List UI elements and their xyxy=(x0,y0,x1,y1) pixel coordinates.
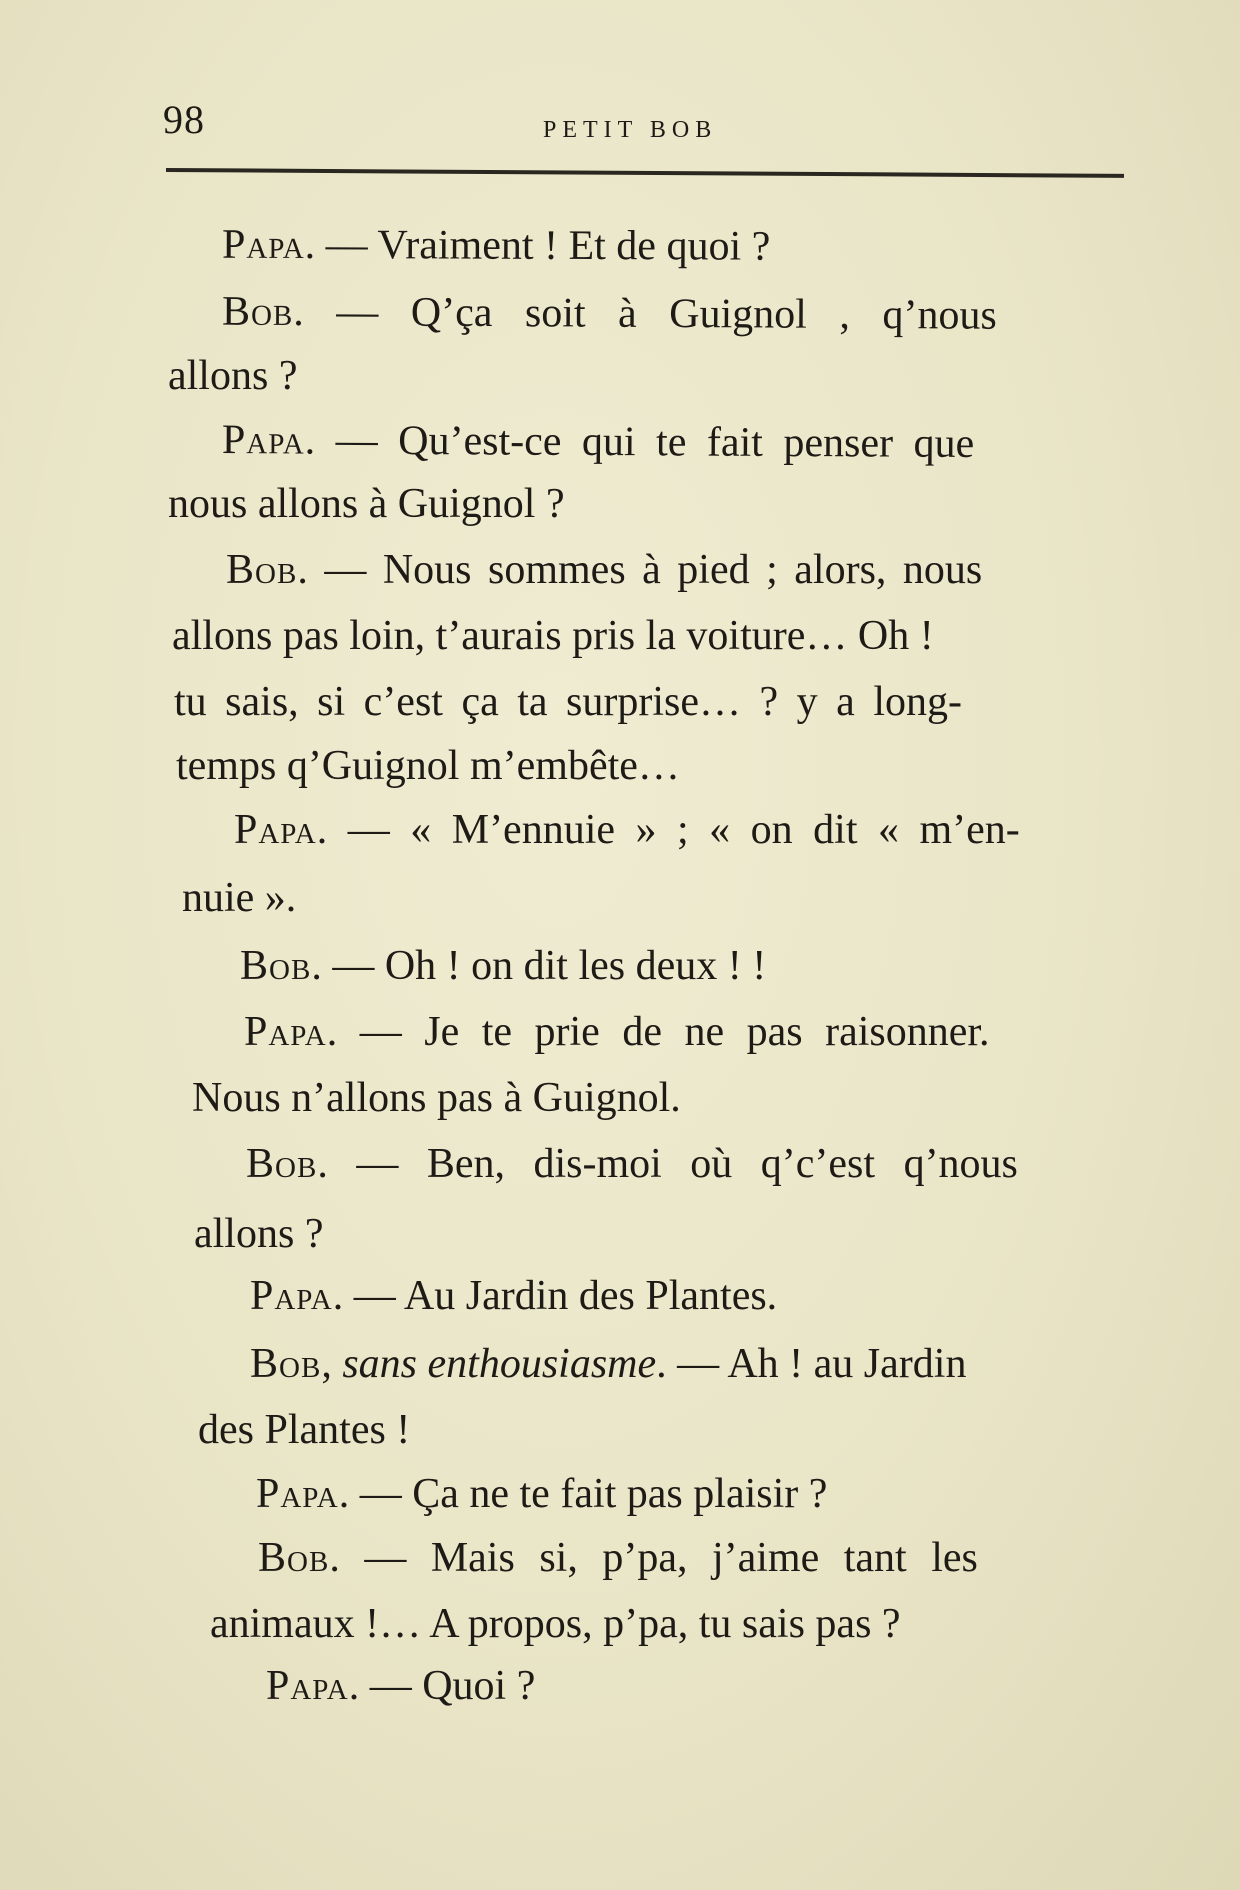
dialogue-line xyxy=(176,742,680,790)
line-text: Nous n’allons pas à Guignol. xyxy=(192,1075,681,1121)
speaker-name: Papa xyxy=(244,1009,327,1055)
line-text: allons ? xyxy=(168,353,298,399)
dialogue-line xyxy=(246,1140,1018,1188)
speaker-name: Bob xyxy=(226,547,298,593)
speaker-name: Bob xyxy=(258,1535,330,1581)
line-text: . — Je te prie de ne pas raisonner. xyxy=(326,1009,990,1055)
speaker-name: Bob xyxy=(246,1141,318,1187)
dialogue-line xyxy=(222,288,1132,341)
dialogue-line xyxy=(258,1534,978,1582)
dialogue-line xyxy=(172,612,934,660)
dialogue-line xyxy=(174,678,962,726)
speaker-name: Papa xyxy=(256,1471,339,1517)
dialogue-line xyxy=(222,416,974,468)
line-text: tu sais, si c’est ça ta surprise… ? y a long- xyxy=(174,679,962,725)
dialogue-line xyxy=(240,942,766,990)
line-text: . — Qu’est-ce qui te fait penser que xyxy=(304,417,975,467)
speaker-name: Papa xyxy=(234,807,317,853)
speaker-name: Bob xyxy=(250,1341,322,1387)
line-text: . — Q’ça soit à Guignol , q’nous xyxy=(293,288,997,339)
speaker-name: Bob xyxy=(221,288,294,335)
dialogue-line xyxy=(210,1600,901,1648)
speaker-name: Papa xyxy=(250,1273,333,1319)
speaker-name: Papa xyxy=(221,417,305,464)
page-number: 98 xyxy=(163,97,205,142)
line-text: animaux !… A propos, p’pa, tu sais pas ? xyxy=(210,1601,901,1647)
stage-direction: sans enthousiasme xyxy=(342,1341,657,1387)
line-text: . — Quoi ? xyxy=(348,1663,536,1709)
dialogue-line xyxy=(194,1210,323,1258)
line-text: . — Ça ne te fait pas plaisir ? xyxy=(338,1471,828,1517)
line-text: allons ? xyxy=(194,1211,324,1257)
speaker-name: Bob xyxy=(240,943,312,989)
line-text: . — Vraiment ! Et de quoi ? xyxy=(304,222,771,270)
line-text: . — Nous sommes à pied ; alors, nous xyxy=(297,547,983,593)
line-text: . — Oh ! on dit les deux ! ! xyxy=(311,943,767,989)
dialogue-line xyxy=(244,1008,990,1056)
dialogue-line xyxy=(222,221,958,272)
speaker-name: Papa xyxy=(266,1663,349,1709)
dialogue-line xyxy=(234,806,1020,854)
dialogue-line xyxy=(198,1406,410,1454)
line-text: . — Au Jardin des Plantes. xyxy=(332,1273,778,1319)
line-text: allons pas loin, t’aurais pris la voiture… Oh ! xyxy=(172,613,934,659)
line-text: des Plantes ! xyxy=(198,1407,411,1453)
line-text: temps q’Guignol m’embête… xyxy=(176,743,680,789)
line-text: nous allons à Guignol ? xyxy=(168,481,565,527)
line-text: , xyxy=(321,1341,343,1387)
dialogue-line xyxy=(266,1662,535,1710)
line-text: . — Ah ! au Jardin xyxy=(656,1341,967,1387)
dialogue-line xyxy=(168,352,297,400)
line-text: . — « M’ennuie » ; « on dit « m’en- xyxy=(316,807,1020,853)
dialogue-line xyxy=(250,1340,966,1388)
line-text: . — Ben, dis-moi où q’c’est q’nous xyxy=(317,1141,1018,1187)
dialogue-line xyxy=(192,1074,681,1122)
dialogue-line xyxy=(182,874,296,922)
dialogue-line xyxy=(256,1470,827,1518)
dialogue-line xyxy=(250,1272,777,1320)
line-text: . — Mais si, p’pa, j’aime tant les xyxy=(329,1535,978,1581)
dialogue-line xyxy=(168,480,565,528)
running-title: PETIT BOB xyxy=(543,117,718,143)
dialogue-line xyxy=(226,546,982,594)
speaker-name: Papa xyxy=(221,221,305,269)
line-text: nuie ». xyxy=(182,875,297,921)
